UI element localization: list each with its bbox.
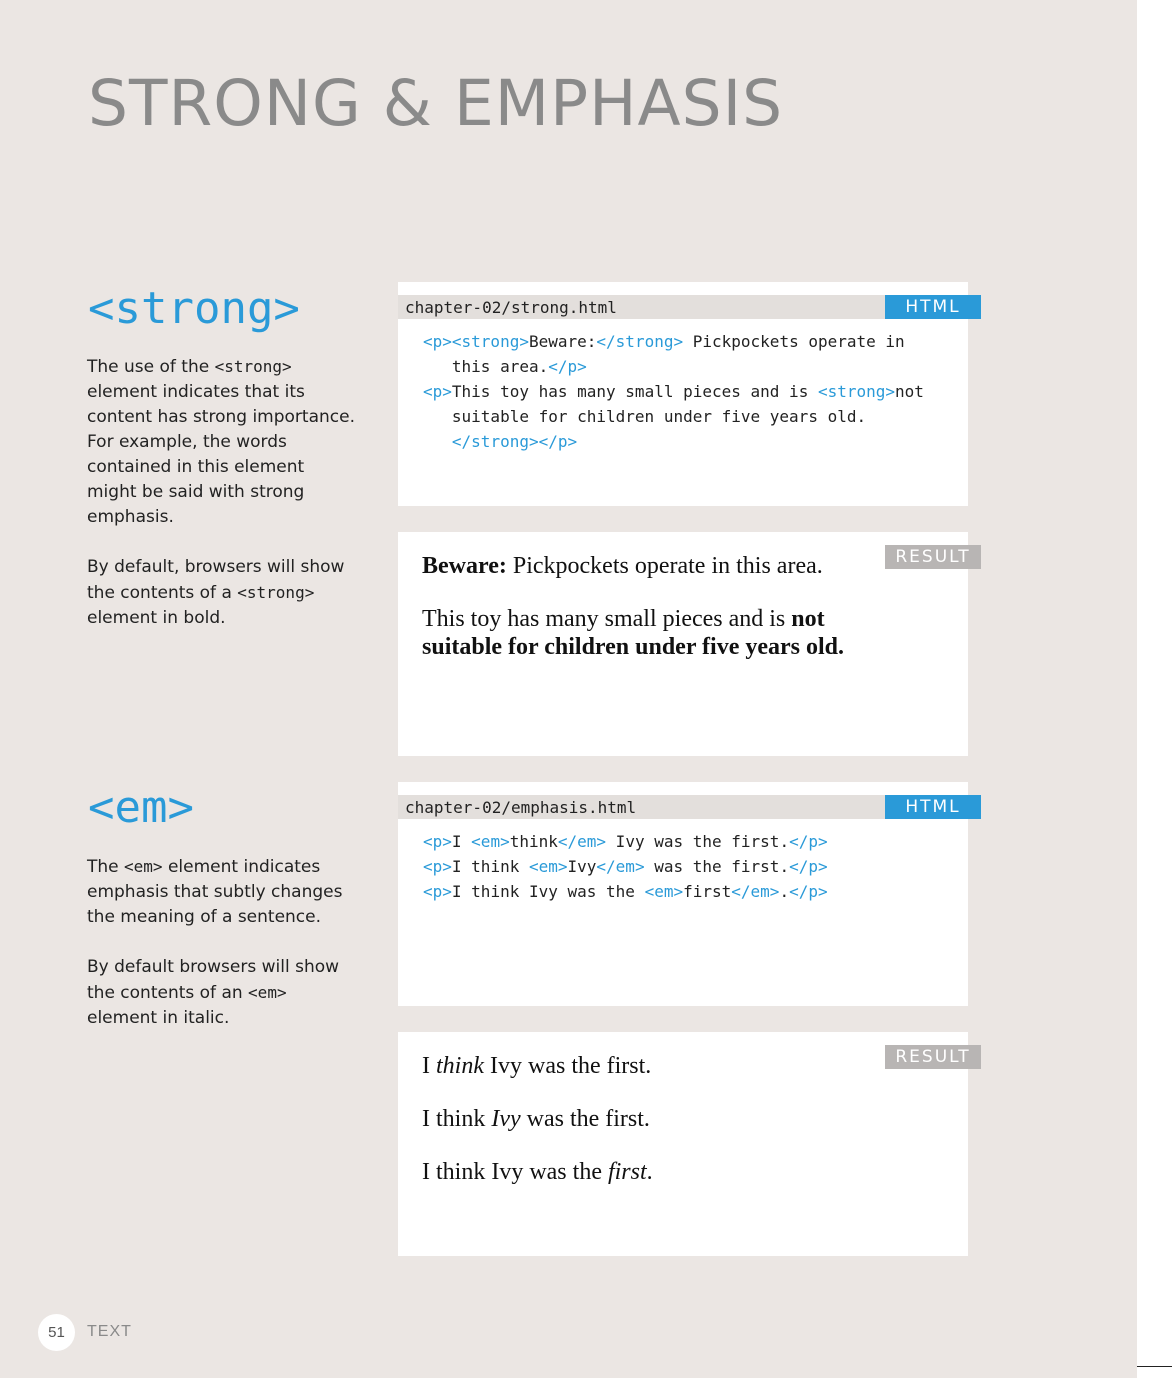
strong-result-label: RESULT [885, 545, 981, 569]
section-name: TEXT [87, 1323, 132, 1340]
strong-html-label: HTML [885, 295, 981, 319]
strong-heading: <strong> [88, 283, 300, 334]
em-heading: <em> [88, 782, 194, 833]
em-result-line-2: I think Ivy was the first. [422, 1106, 650, 1132]
strong-result-panel [398, 532, 971, 756]
strong-code-panel [398, 282, 968, 506]
page-number: 51 [38, 1314, 75, 1351]
em-code-block: <p>I <em>think</em> Ivy was the first.</p> <p>I think <em>Ivy</em> was the first.</p> <p>I think Ivy was the <em>first</em>.</p> [423, 832, 828, 901]
strong-result-line-2: This toy has many small pieces and is not suitable for children under five years old. [422, 606, 845, 660]
em-result-label: RESULT [885, 1045, 981, 1069]
page-edge-line [1137, 1366, 1172, 1367]
em-result-line-3: I think Ivy was the first. [422, 1159, 653, 1185]
em-description [87, 854, 357, 1056]
em-filename: chapter-02/emphasis.html [405, 798, 637, 817]
strong-file-bar [398, 295, 968, 319]
em-html-label: HTML [885, 795, 981, 819]
strong-result-line-1: Beware: Pickpockets operate in this area. [422, 553, 823, 579]
strong-desc-para-1: The use of the <strong> element indicates that its content has strong importance. For example, the words contained in this element might be said with strong emphasis. [87, 357, 355, 527]
strong-result-text [422, 552, 844, 661]
em-result-line-1: I think Ivy was the first. [422, 1053, 652, 1079]
em-file-bar [398, 795, 968, 819]
em-desc-para-1: The <em> element indicates emphasis that subtly changes the meaning of a sentence. [87, 857, 343, 927]
page-title: STRONG & EMPHASIS [88, 67, 784, 140]
strong-filename: chapter-02/strong.html [405, 298, 617, 317]
em-result-panel [398, 1032, 971, 1256]
strong-description [87, 354, 357, 656]
em-result-text [422, 1052, 653, 1186]
em-code-panel [398, 782, 968, 1006]
em-desc-para-2: By default browsers will show the contents of an <em> element in italic. [87, 957, 340, 1028]
strong-desc-para-2: By default, browsers will show the contents of a <strong> element in bold. [87, 557, 345, 628]
strong-code-block: <p><strong>Beware:</strong> Pickpockets operate in this area.</p> <p>This toy has many small pieces and is <strong>not suitable for children under five years old. </strong></p> [423, 332, 924, 451]
